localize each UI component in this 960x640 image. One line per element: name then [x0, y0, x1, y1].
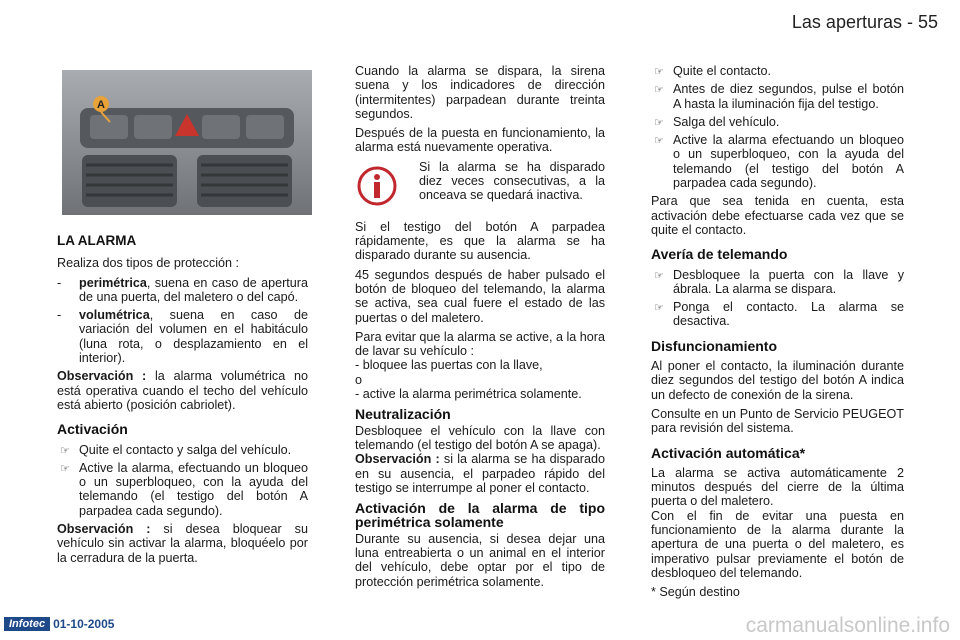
- section-heading-auto-activation: Activación automática*: [651, 444, 806, 461]
- section-heading-neutralization: Neutralización: [355, 406, 451, 423]
- info-icon: [357, 166, 397, 206]
- section-heading-remote-failure: Avería de telemando: [651, 246, 788, 263]
- section-heading-perimetric: Activación de la alarma de tipo perimétrica solamente: [355, 500, 605, 531]
- paragraph: Si el testigo del botón A parpadea rápidamente, es que la alarma se ha disparado durante su ausencia.: [355, 219, 605, 263]
- paragraph: Con el fin de evitar una puesta en funcionamiento de la alarma durante la apertura de una puerta o del maletero, es imperativo pulsar previamente el botón de desbloqueo del telemando.: [651, 508, 904, 580]
- paragraph: Después de la puesta en funcionamiento, la alarma está nuevamente operativa.: [355, 126, 605, 155]
- footer-date: 01-10-2005: [53, 617, 115, 631]
- paragraph: - bloquee las puertas con la llave,: [355, 358, 543, 373]
- page-title: Las aperturas - 55: [791, 12, 938, 32]
- paragraph: - active la alarma perimétrica solamente.: [355, 387, 582, 402]
- list-item: ☞ Desbloquee la puerta con la llave y ábrala. La alarma se dispara.: [654, 267, 904, 296]
- column-middle: [355, 64, 605, 594]
- column-left: [57, 234, 308, 570]
- info-note: Si la alarma se ha disparado diez veces consecutivas, a la onceava se quedará inactiva.: [355, 160, 605, 220]
- list-item: - perimétrica, suena en caso de apertura de una puerta, del maletero o del capó.: [57, 275, 308, 304]
- list-item: - volumétrica, suena en caso de variación del volumen en el habitáculo (luna rota, o desplazamiento en el interior).: [57, 308, 308, 366]
- list-item: ☞ Active la alarma, efectuando un bloqueo o un superbloqueo, con la ayuda del telemando (el testigo del botón A parpadea cada segundo).: [60, 460, 308, 518]
- list-item: ☞ Antes de diez segundos, pulse el botón A hasta la iluminación fija del testigo.: [654, 82, 904, 111]
- intro-text: Realiza dos tipos de protección :: [57, 256, 240, 271]
- section-heading-alarm: LA ALARMA: [57, 233, 137, 248]
- pointing-hand-icon: ☞: [654, 116, 664, 129]
- svg-text:A: A: [97, 99, 105, 111]
- dashboard-photo: [62, 70, 312, 215]
- pointing-hand-icon: ☞: [60, 444, 70, 457]
- paragraph: 45 segundos después de haber pulsado el botón de bloqueo del telemando, la alarma se activa, sea cual fuere el estado de las puertas o del maletero.: [355, 267, 605, 325]
- paragraph: Consulte en un Punto de Servicio PEUGEOT para revisión del sistema.: [651, 406, 904, 436]
- paragraph: Cuando la alarma se dispara, la sirena suena y los indicadores de dirección (intermitentes) parpadean durante treinta segundos.: [355, 64, 605, 121]
- section-heading-malfunction: Disfuncionamiento: [651, 337, 778, 354]
- section-heading-activation: Activación: [57, 421, 128, 438]
- footer: [4, 616, 114, 632]
- pointing-hand-icon: ☞: [654, 84, 664, 97]
- list-item: ☞ Salga del vehículo.: [654, 114, 780, 129]
- observation: Observación : la alarma volumétrica no está operativa cuando el techo del vehículo está abierto (posición cabriolet).: [57, 369, 308, 412]
- observation: Observación : si la alarma se ha disparado en su ausencia, el parpadeo rápido del testigo se interrumpe al poner el contacto.: [355, 452, 605, 495]
- paragraph: Para evitar que la alarma se active, a la hora de lavar su vehículo :: [355, 329, 605, 359]
- column-right: [651, 64, 904, 605]
- pointing-hand-icon: ☞: [654, 135, 664, 148]
- list-item: ☞ Quite el contacto y salga del vehículo.: [60, 442, 292, 457]
- infotec-logo: Infotec: [4, 617, 50, 631]
- footnote: * Según destino: [651, 585, 740, 600]
- paragraph: Al poner el contacto, la iluminación durante diez segundos del testigo del botón A indica un defecto de conexión de la sirena.: [651, 359, 904, 402]
- paragraph: Durante su ausencia, si desea dejar una luna entreabierta o un animal en el interior del vehículo, debe optar por el tipo de protección perimétrica solamente.: [355, 531, 605, 589]
- pointing-hand-icon: ☞: [654, 66, 664, 78]
- paragraph: La alarma se activa automáticamente 2 minutos después del cierre de la última puerta o del maletero.: [651, 465, 904, 509]
- list-item: ☞ Active la alarma efectuando un bloqueo o un superbloqueo, con la ayuda del telemando (el testigo del botón A parpadea cada segundo).: [654, 133, 904, 191]
- watermark: carmanualsonline.info: [745, 614, 950, 637]
- list-item: ☞ Ponga el contacto. La alarma se desactiva.: [654, 300, 904, 329]
- pointing-hand-icon: ☞: [654, 269, 664, 282]
- pointing-hand-icon: ☞: [654, 302, 664, 315]
- pointing-hand-icon: ☞: [60, 462, 70, 475]
- paragraph: Para que sea tenida en cuenta, esta activación debe efectuarse cada vez que se quite el contacto.: [651, 194, 904, 237]
- list-item: ☞ Quite el contacto.: [654, 64, 772, 78]
- paragraph: o: [355, 372, 363, 387]
- paragraph: Desbloquee el vehículo con la llave con telemando (el testigo del botón A se apaga).: [355, 423, 605, 452]
- observation: Observación : si desea bloquear su vehículo sin activar la alarma, bloquéelo por la cerradura de la puerta.: [57, 522, 308, 565]
